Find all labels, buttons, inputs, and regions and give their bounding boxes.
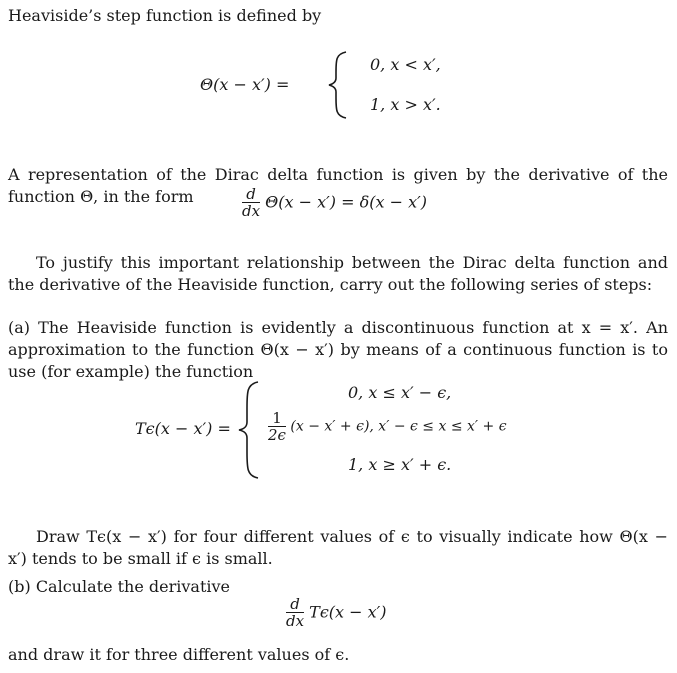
eq1-case-2: 1, x > x′.	[370, 95, 441, 114]
eq4-derivative-fraction	[286, 596, 304, 629]
eq3-case-3: 1, x ≥ x′ + ϵ.	[348, 455, 452, 474]
eq1-case-1: 0, x < x′,	[370, 55, 441, 74]
part-b-paragraph: (b) Calculate the derivative	[8, 577, 231, 596]
eq4-rest: Tϵ(x − x′)	[309, 602, 387, 622]
justify-paragraph: To justify this important relationship between the Dirac delta function and the derivative of the Heaviside function, carry out the following series of steps:	[8, 253, 668, 294]
draw-derivative-paragraph: and draw it for three different values of ϵ.	[8, 645, 350, 664]
eq1-left-brace	[326, 50, 350, 120]
eq4-denominator: dx	[286, 612, 305, 630]
intro-text: Heaviside’s step function is defined by	[8, 6, 322, 25]
eq3-case-2	[268, 410, 507, 443]
eq3-fraction-denominator: 2ϵ	[268, 426, 286, 444]
eq3-fraction-numerator: 1	[272, 409, 282, 427]
t-derivative-equation	[286, 596, 387, 629]
eq4-numerator: d	[290, 595, 300, 613]
eq3-case-2-rest: (x − x′ + ϵ), x′ − ϵ ≤ x ≤ x′ + ϵ	[290, 418, 507, 435]
eq3-case-1: 0, x ≤ x′ − ϵ,	[348, 383, 452, 402]
eq2-rest: Θ(x − x′) = δ(x − x′)	[265, 192, 427, 212]
delta-derivative-equation	[242, 186, 427, 219]
eq3-left-brace	[236, 380, 262, 480]
eq2-derivative-fraction	[242, 186, 260, 219]
part-a-paragraph: (a) The Heaviside function is evidently a discontinuous function at x = x′. An approximation to the function Θ(x − x′) by means of a continuous function is to use (for example) the function	[8, 318, 668, 381]
eq2-denominator: dx	[242, 202, 261, 220]
eq2-numerator: d	[246, 185, 256, 203]
draw-t-paragraph: Draw Tϵ(x − x′) for four different values of ϵ to visually indicate how Θ(x − x′) tends to be small if ϵ is small.	[8, 527, 668, 568]
eq1-lhs: Θ(x − x′) =	[200, 75, 290, 94]
delta-representation-paragraph: A representation of the Dirac delta function is given by the derivative of the function Θ, in the form	[8, 165, 668, 206]
eq3-lhs: Tϵ(x − x′) =	[135, 419, 231, 438]
eq3-fraction	[268, 410, 286, 443]
